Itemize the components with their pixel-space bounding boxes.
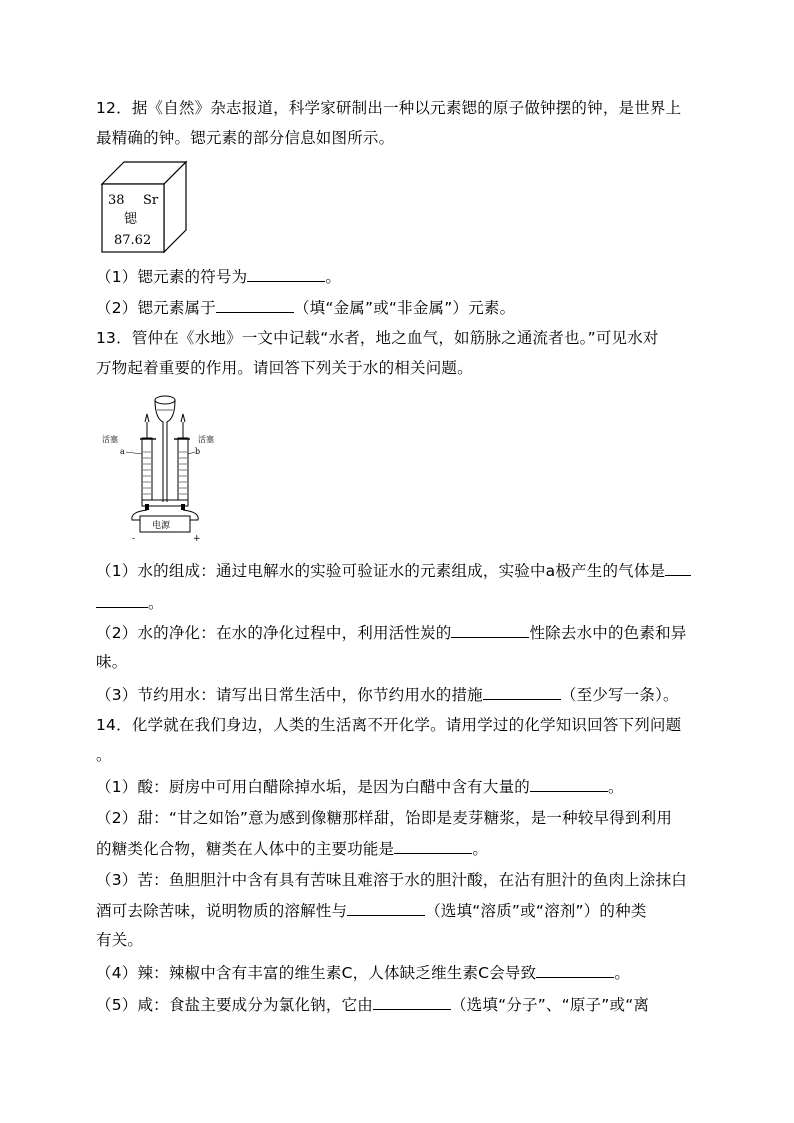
q13-stem-line1: 13．管仲在《水地》一文中记载“水者，地之血气，如筋脉之通流者也。”可见水对 (96, 329, 659, 347)
q12-stem-line2: 最精确的钟。锶元素的部分信息如图所示。 (96, 129, 395, 147)
q14-answer-blank-1[interactable] (530, 776, 608, 792)
element-symbol: Sr (143, 193, 159, 208)
q13-answer-blank-2[interactable] (451, 622, 529, 638)
q14-answer-blank-3[interactable] (347, 900, 425, 916)
electrode-a-label: a (120, 447, 125, 456)
q13-sub1: （1）水的组成：通过电解水的实验可验证水的元素组成，实验中a极产生的气体是 (96, 560, 691, 581)
q14-sub2-line2: 的糖类化合物，糖类在人体中的主要功能是 。 (96, 840, 489, 858)
atomic-mass: 87.62 (114, 233, 152, 248)
atomic-number: 38 (108, 193, 125, 208)
q14-stem-line1: 14．化学就在我们身边，人类的生活离不开化学。请用学过的化学知识回答下列问题 (96, 716, 682, 734)
q12-answer-blank-1[interactable] (247, 266, 325, 282)
q13-stem-line2: 万物起着重要的作用。请回答下列关于水的相关问题。 (96, 359, 473, 377)
q14-sub3-line1: （3）苦：鱼胆胆汁中含有具有苦味且难溶于水的胆汁酸，在沾有胆汁的鱼肉上涂抹白 (96, 871, 687, 889)
q12-sub2: （2）锶元素属于 （填“金属”或“非金属”）元素。 (96, 299, 516, 317)
q13-sub2-cont: 味。 (96, 653, 128, 671)
q12-stem-line1: 12．据《自然》杂志报道，科学家研制出一种以元素锶的原子做钟摆的钟，是世界上 (96, 99, 682, 117)
q13-answer-blank-3[interactable] (483, 684, 561, 700)
power-supply-label: 电源 (152, 521, 171, 531)
q13-answer-blank-1a[interactable] (665, 560, 691, 576)
positive-terminal: + (193, 534, 201, 542)
q14-sub1: （1）酸：厨房中可用白醋除掉水垢，是因为白醋中含有大量的 。 (96, 778, 624, 796)
q13-sub3: （3）节约用水：请写出日常生活中，你节约用水的措施 （至少写一条）。 (96, 686, 679, 704)
strontium-element-card (100, 160, 188, 254)
q13-sub1-cont: 。 (96, 592, 164, 613)
q14-sub5: （5）咸：食盐主要成分为氯化钠，它由 （选填“分子”、“原子”或“离 (96, 996, 650, 1014)
q12-sub1: （1）锶元素的符号为 。 (96, 268, 342, 286)
q12-answer-blank-2[interactable] (216, 297, 294, 313)
left-stopcock-label: 活塞 (102, 435, 118, 444)
element-name: 锶 (124, 212, 138, 227)
electrode-b-label: b (195, 447, 201, 456)
q14-sub3-line2: 酒可去除苦味，说明物质的溶解性与 （选填“溶质”或“溶剂”）的种类 (96, 902, 647, 920)
q14-sub3-line3: 有关。 (96, 931, 144, 949)
q13-answer-blank-1b[interactable] (96, 592, 148, 608)
q14-answer-blank-5[interactable] (373, 994, 451, 1010)
right-stopcock-label: 活塞 (198, 435, 214, 444)
q14-sub2-line1: （2）甜：“甘之如饴”意为感到像糖那样甜，饴即是麦芽糖浆，是一种较早得到利用 (96, 809, 673, 827)
water-electrolysis-apparatus (100, 392, 230, 542)
q14-answer-blank-4[interactable] (536, 962, 614, 978)
q13-sub2: （2）水的净化：在水的净化过程中，利用活性炭的 性除去水中的色素和异 (96, 624, 687, 642)
negative-terminal: - (132, 534, 136, 542)
q14-stem-line1b: 。 (96, 746, 112, 764)
q14-sub4: （4）辣：辣椒中含有丰富的维生素C，人体缺乏维生素C会导致 。 (96, 964, 631, 982)
q14-answer-blank-2[interactable] (394, 838, 472, 854)
